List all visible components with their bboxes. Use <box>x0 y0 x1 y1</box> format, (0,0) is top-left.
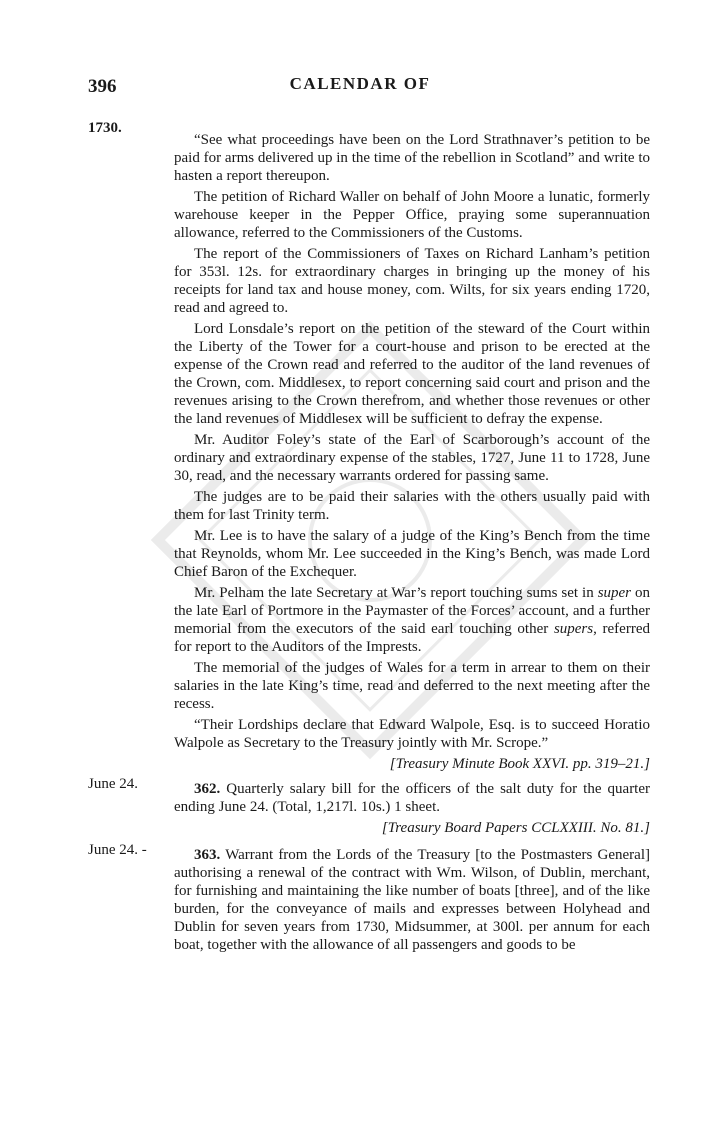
paragraph-waller: The petition of Richard Waller on behalf of John Moore a lunatic, formerly warehouse keeper in the Pepper Office, praying some superannuation allowance, referred to the Commissioners of the Customs. <box>174 189 650 241</box>
pelham-text-b: super <box>597 585 632 601</box>
margin-date-362: June 24. <box>88 776 138 792</box>
pelham-text-c: on the late Earl of Portmore in the Paymaster of the Forces’ account, and a further memorial from the executors of the said earl touching other <box>174 585 650 637</box>
pelham-text-d: supers <box>553 621 594 637</box>
reference-minute-book: [Treasury Minute Book XXVI. pp. 319–21.] <box>389 756 650 772</box>
pelham-text-e: , referred for report to the Auditors of the Imprests. <box>174 621 650 655</box>
entry-number-362: 362. <box>194 781 221 797</box>
page-number: 396 <box>88 76 117 97</box>
paragraph-strathnaver: “See what proceedings have been on the Lord Strathnaver’s petition to be paid for arms delivered up in the time of the rebellion in Scotland” and write to hasten a report thereupon. <box>174 132 650 184</box>
entry-363 <box>174 846 650 957</box>
paragraph-lanham: The report of the Commissioners of Taxes on Richard Lanham’s petition for 353l. 12s. for extraordinary charges in bringing up the money of his receipts for land tax and house money, com. Wilts, for six years ending 1720, read and agreed to. <box>174 246 650 316</box>
entry-362-text: Quarterly salary bill for the officers of the salt duty for the quarter ending June 24. (Total, 1,217l. 10s.) 1 sheet. <box>174 781 651 815</box>
margin-date-363: June 24. - <box>88 842 147 858</box>
margin-year: 1730. <box>88 120 122 136</box>
minutes-block <box>174 131 650 773</box>
entry-number-363: 363. <box>194 847 221 863</box>
entry-362-paragraph <box>174 780 650 816</box>
entry-363-text: Warrant from the Lords of the Treasury [to the Postmasters General] authorising a renewal of the contract with Wm. Wilson, of Dublin, merchant, for furnishing and maintaining the like number of boats [three], and of the like burden, for the conveyance of mails and expresses between Holyhead and Dublin for seven years from 1730, Midsummer, at 300l. per annum for each boat, together with the allowance of all passengers and goods to be <box>174 847 651 953</box>
pelham-text-a: Mr. Pelham the late Secretary at War’s report touching sums set in <box>194 585 598 601</box>
entry-362 <box>174 780 650 837</box>
reference-board-papers: [Treasury Board Papers CCLXXIII. No. 81.] <box>381 820 650 836</box>
paragraph-foley: Mr. Auditor Foley’s state of the Earl of Scarborough’s account of the ordinary and extraordinary expense of the stables, 1727, June 11 to 1728, June 30, read, and the necessary warrants ordered for passing same. <box>174 432 650 484</box>
paragraph-judges: The judges are to be paid their salaries with the others usually paid with them for last Trinity term. <box>174 489 650 523</box>
paragraph-wales: The memorial of the judges of Wales for a term in arrear to them on their salaries in the late King’s time, read and deferred to the next meeting after the recess. <box>174 660 650 712</box>
running-title: CALENDAR OF <box>289 74 431 93</box>
paragraph-lonsdale: Lord Lonsdale’s report on the petition of the steward of the Court within the Liberty of the Tower for a court-house and prison to be erected at the expense of the Crown read and referred to the auditor of the land revenues of the Crown, com. Middlesex, to report concerning said court and prison and the revenues arising to the Crown therefrom, and whether those revenues or other the land revenues of Middlesex will be sufficient to defray the expense. <box>174 321 650 427</box>
paragraph-pelham <box>174 584 650 656</box>
paragraph-walpole: “Their Lordships declare that Edward Walpole, Esq. is to succeed Horatio Walpole as Secretary to the Treasury jointly with Mr. Scrope.” <box>174 717 650 751</box>
entry-363-paragraph <box>174 846 650 954</box>
paragraph-lee: Mr. Lee is to have the salary of a judge of the King’s Bench from the time that Reynolds, whom Mr. Lee succeeded in the King’s Bench, was made Lord Chief Baron of the Exchequer. <box>174 528 650 580</box>
